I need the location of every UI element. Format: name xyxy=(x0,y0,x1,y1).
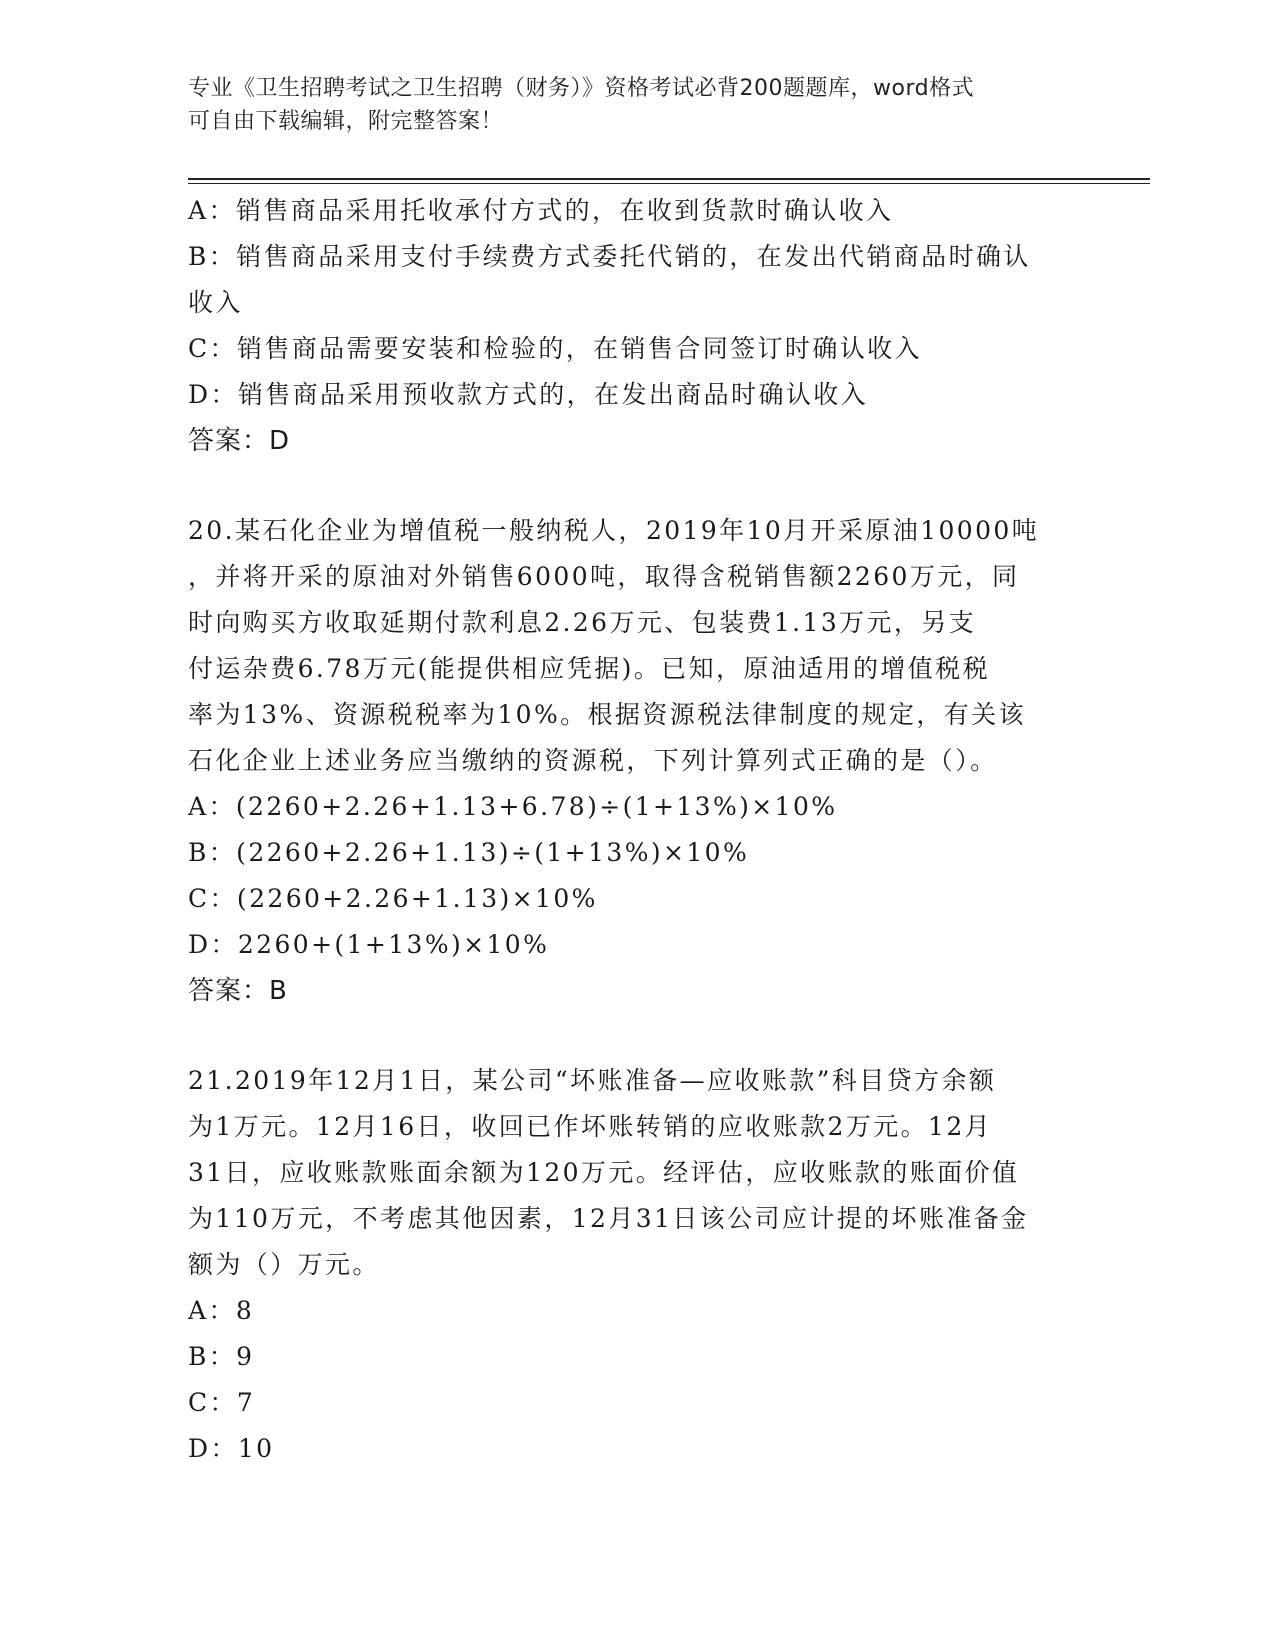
q21-option-b: B：9 xyxy=(188,1342,255,1371)
q20-stem-line-2: ，并将开采的原油对外销售6000吨，取得含税销售额2260万元，同 xyxy=(188,562,1020,591)
header-divider-thick xyxy=(188,178,1150,180)
q20-stem-line-4: 付运杂费6.78万元(能提供相应凭据)。已知，原油适用的增值税税 xyxy=(188,654,990,683)
question-20 xyxy=(188,508,1088,1014)
document-header xyxy=(188,72,1068,138)
q21-stem-line-4: 为110万元，不考虑其他因素，12月31日该公司应计提的坏账准备金 xyxy=(188,1204,1029,1233)
spacer xyxy=(188,1014,1088,1058)
q19-option-b-line-1: B：销售商品采用支付手续费方式委托代销的，在发出代销商品时确认 xyxy=(188,242,1031,271)
header-line-2: 可自由下载编辑，附完整答案！ xyxy=(188,109,504,134)
question-19 xyxy=(188,188,1088,464)
q19-option-a: A：销售商品采用托收承付方式的，在收到货款时确认收入 xyxy=(188,196,894,225)
q20-stem-line-1: 20.某石化企业为增值税一般纳税人，2019年10月开采原油10000吨 xyxy=(188,516,1040,545)
q21-stem-line-3: 31日，应收账款账面余额为120万元。经评估，应收账款的账面价值 xyxy=(188,1158,1020,1187)
q20-stem-line-3: 时向购买方收取延期付款利息2.26万元、包装费1.13万元，另支 xyxy=(188,608,977,637)
q20-option-a: A：(2260+2.26+1.13+6.78)÷(1+13%)×10% xyxy=(188,792,838,821)
q21-option-d: D：10 xyxy=(188,1434,275,1463)
header-line-1: 专业《卫生招聘考试之卫生招聘（财务）》资格考试必背200题题库，word格式 xyxy=(188,76,975,101)
q19-option-c: C：销售商品需要安装和检验的，在销售合同签订时确认收入 xyxy=(188,334,922,363)
question-content xyxy=(188,188,1088,1472)
q21-stem-line-2: 为1万元。12月16日，收回已作坏账转销的应收账款2万元。12月 xyxy=(188,1112,993,1141)
q19-answer: 答案：D xyxy=(188,426,291,456)
q20-option-b: B：(2260+2.26+1.13)÷(1+13%)×10% xyxy=(188,838,750,867)
q20-stem-line-6: 石化企业上述业务应当缴纳的资源税，下列计算列式正确的是（）。 xyxy=(188,746,998,775)
q20-option-c: C：(2260+2.26+1.13)×10% xyxy=(188,884,598,913)
q20-stem-line-5: 率为13%、资源税税率为10%。根据资源税法律制度的规定，有关该 xyxy=(188,700,1026,729)
question-21 xyxy=(188,1058,1088,1472)
q19-option-d: D：销售商品采用预收款方式的，在发出商品时确认收入 xyxy=(188,380,869,409)
q19-option-b-line-2: 收入 xyxy=(188,288,243,317)
q21-option-a: A：8 xyxy=(188,1296,255,1325)
header-divider-thin xyxy=(188,183,1150,184)
q21-stem-line-1: 21.2019年12月1日，某公司“坏账准备—应收账款”科目贷方余额 xyxy=(188,1066,997,1095)
q20-answer: 答案：B xyxy=(188,976,288,1006)
spacer xyxy=(188,464,1088,508)
q21-stem-line-5: 额为（）万元。 xyxy=(188,1250,380,1279)
q21-option-c: C：7 xyxy=(188,1388,256,1417)
q20-option-d: D：2260+(1+13%)×10% xyxy=(188,930,550,959)
